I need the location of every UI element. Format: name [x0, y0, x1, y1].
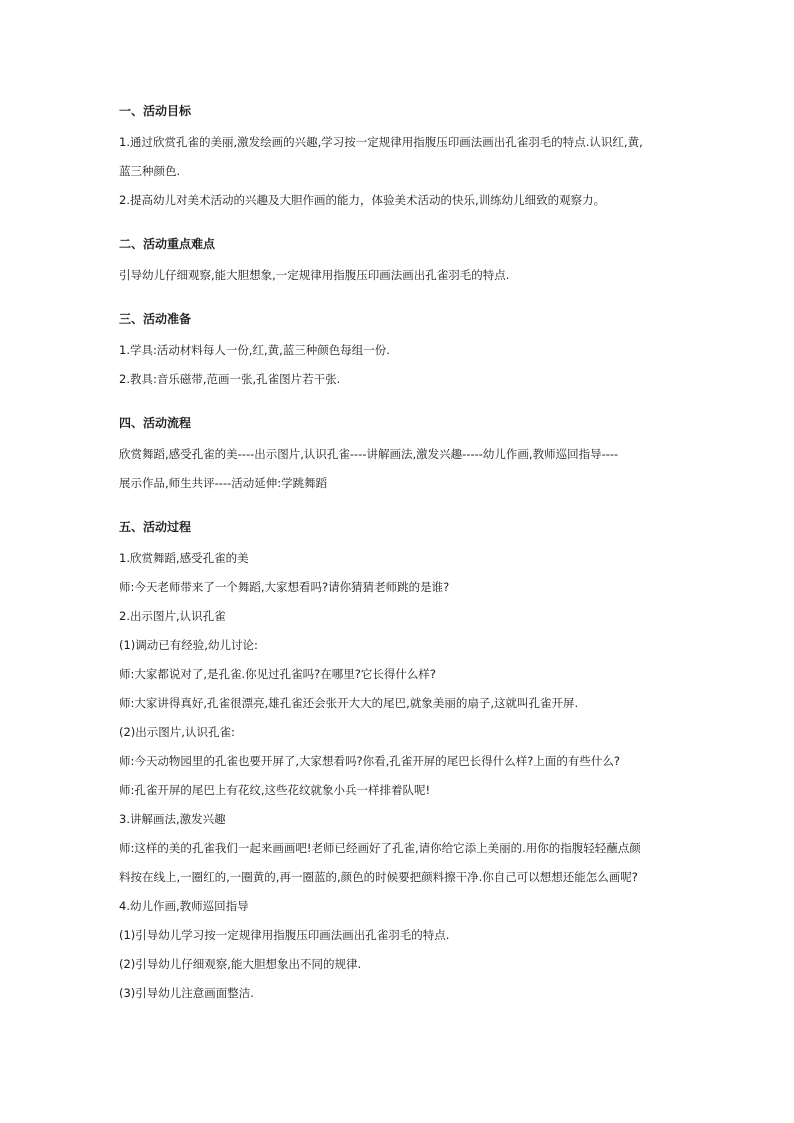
paragraph: 1.通过欣赏孔雀的美丽,激发绘画的兴趣,学习按一定规律用指腹压印画法画出孔雀羽毛的特点.认识红,黄,	[119, 135, 643, 149]
section-process	[119, 518, 679, 1008]
paragraph: (3)引导幼儿注意画面整洁.	[119, 986, 254, 1000]
section-key-points	[119, 235, 679, 290]
section-preparation	[119, 310, 679, 394]
section-heading: 二、活动重点难点	[119, 237, 216, 251]
paragraph: 师:孔雀开屏的尾巴上有花纹,这些花纹就象小兵一样排着队呢!	[119, 783, 431, 797]
section-goals	[119, 102, 679, 215]
paragraph: 1.学具:活动材料每人一份,红,黄,蓝三种颜色每组一份.	[119, 343, 390, 357]
paragraph: 料按在线上,一圈红的,一圈黄的,再一圈蓝的,颜色的时候要把颜料擦干净.你自己可以想想还能怎么画呢?	[119, 870, 638, 884]
section-heading: 三、活动准备	[119, 312, 192, 326]
paragraph: (1)调动已有经验,幼儿讨论:	[119, 638, 258, 652]
section-heading: 五、活动过程	[119, 520, 192, 534]
paragraph: 师:今天动物园里的孔雀也要开屏了,大家想看吗?你看,孔雀开屏的尾巴长得什么样?上面的有些什么?	[119, 754, 620, 768]
paragraph: (2)引导幼儿仔细观察,能大胆想象出不同的规律.	[119, 957, 362, 971]
paragraph: 师:大家都说对了,是孔雀.你见过孔雀吗?在哪里?它长得什么样?	[119, 667, 436, 681]
paragraph: 1.欣赏舞蹈,感受孔雀的美	[119, 551, 249, 565]
paragraph: 师:这样的美的孔雀我们一起来画画吧!老师已经画好了孔雀,请你给它添上美丽的.用你的指腹轻轻蘸点颜	[119, 841, 641, 855]
document-page	[119, 102, 679, 1008]
paragraph: 引导幼儿仔细观察,能大胆想象,一定规律用指腹压印画法画出孔雀羽毛的特点.	[119, 268, 510, 282]
section-flow	[119, 414, 679, 498]
paragraph: 欣赏舞蹈,感受孔雀的美----出示图片,认识孔雀----讲解画法,激发兴趣-----幼儿作画,教师巡回指导----	[119, 447, 619, 461]
paragraph: (2)出示图片,认识孔雀:	[119, 725, 235, 739]
section-heading: 一、活动目标	[119, 104, 192, 118]
paragraph: 2.教具:音乐磁带,范画一张,孔雀图片若干张.	[119, 372, 341, 386]
paragraph: 3.讲解画法,激发兴趣	[119, 812, 226, 826]
paragraph: (1)引导幼儿学习按一定规律用指腹压印画法画出孔雀羽毛的特点.	[119, 928, 450, 942]
paragraph: 2.出示图片,认识孔雀	[119, 609, 226, 623]
paragraph: 4.幼儿作画,教师巡回指导	[119, 899, 249, 913]
paragraph: 蓝三种颜色.	[119, 164, 181, 178]
paragraph: 师:今天老师带来了一个舞蹈,大家想看吗?请你猜猜老师跳的是谁?	[119, 580, 450, 594]
section-heading: 四、活动流程	[119, 416, 192, 430]
paragraph: 2.提高幼儿对美术活动的兴趣及大胆作画的能力，体验美术活动的快乐,训练幼儿细致的观察力。	[119, 193, 606, 207]
paragraph: 展示作品,师生共评----活动延伸:学跳舞蹈	[119, 476, 328, 490]
paragraph: 师:大家讲得真好,孔雀很漂亮,雄孔雀还会张开大大的尾巴,就象美丽的扇子,这就叫孔雀开屏.	[119, 696, 579, 710]
